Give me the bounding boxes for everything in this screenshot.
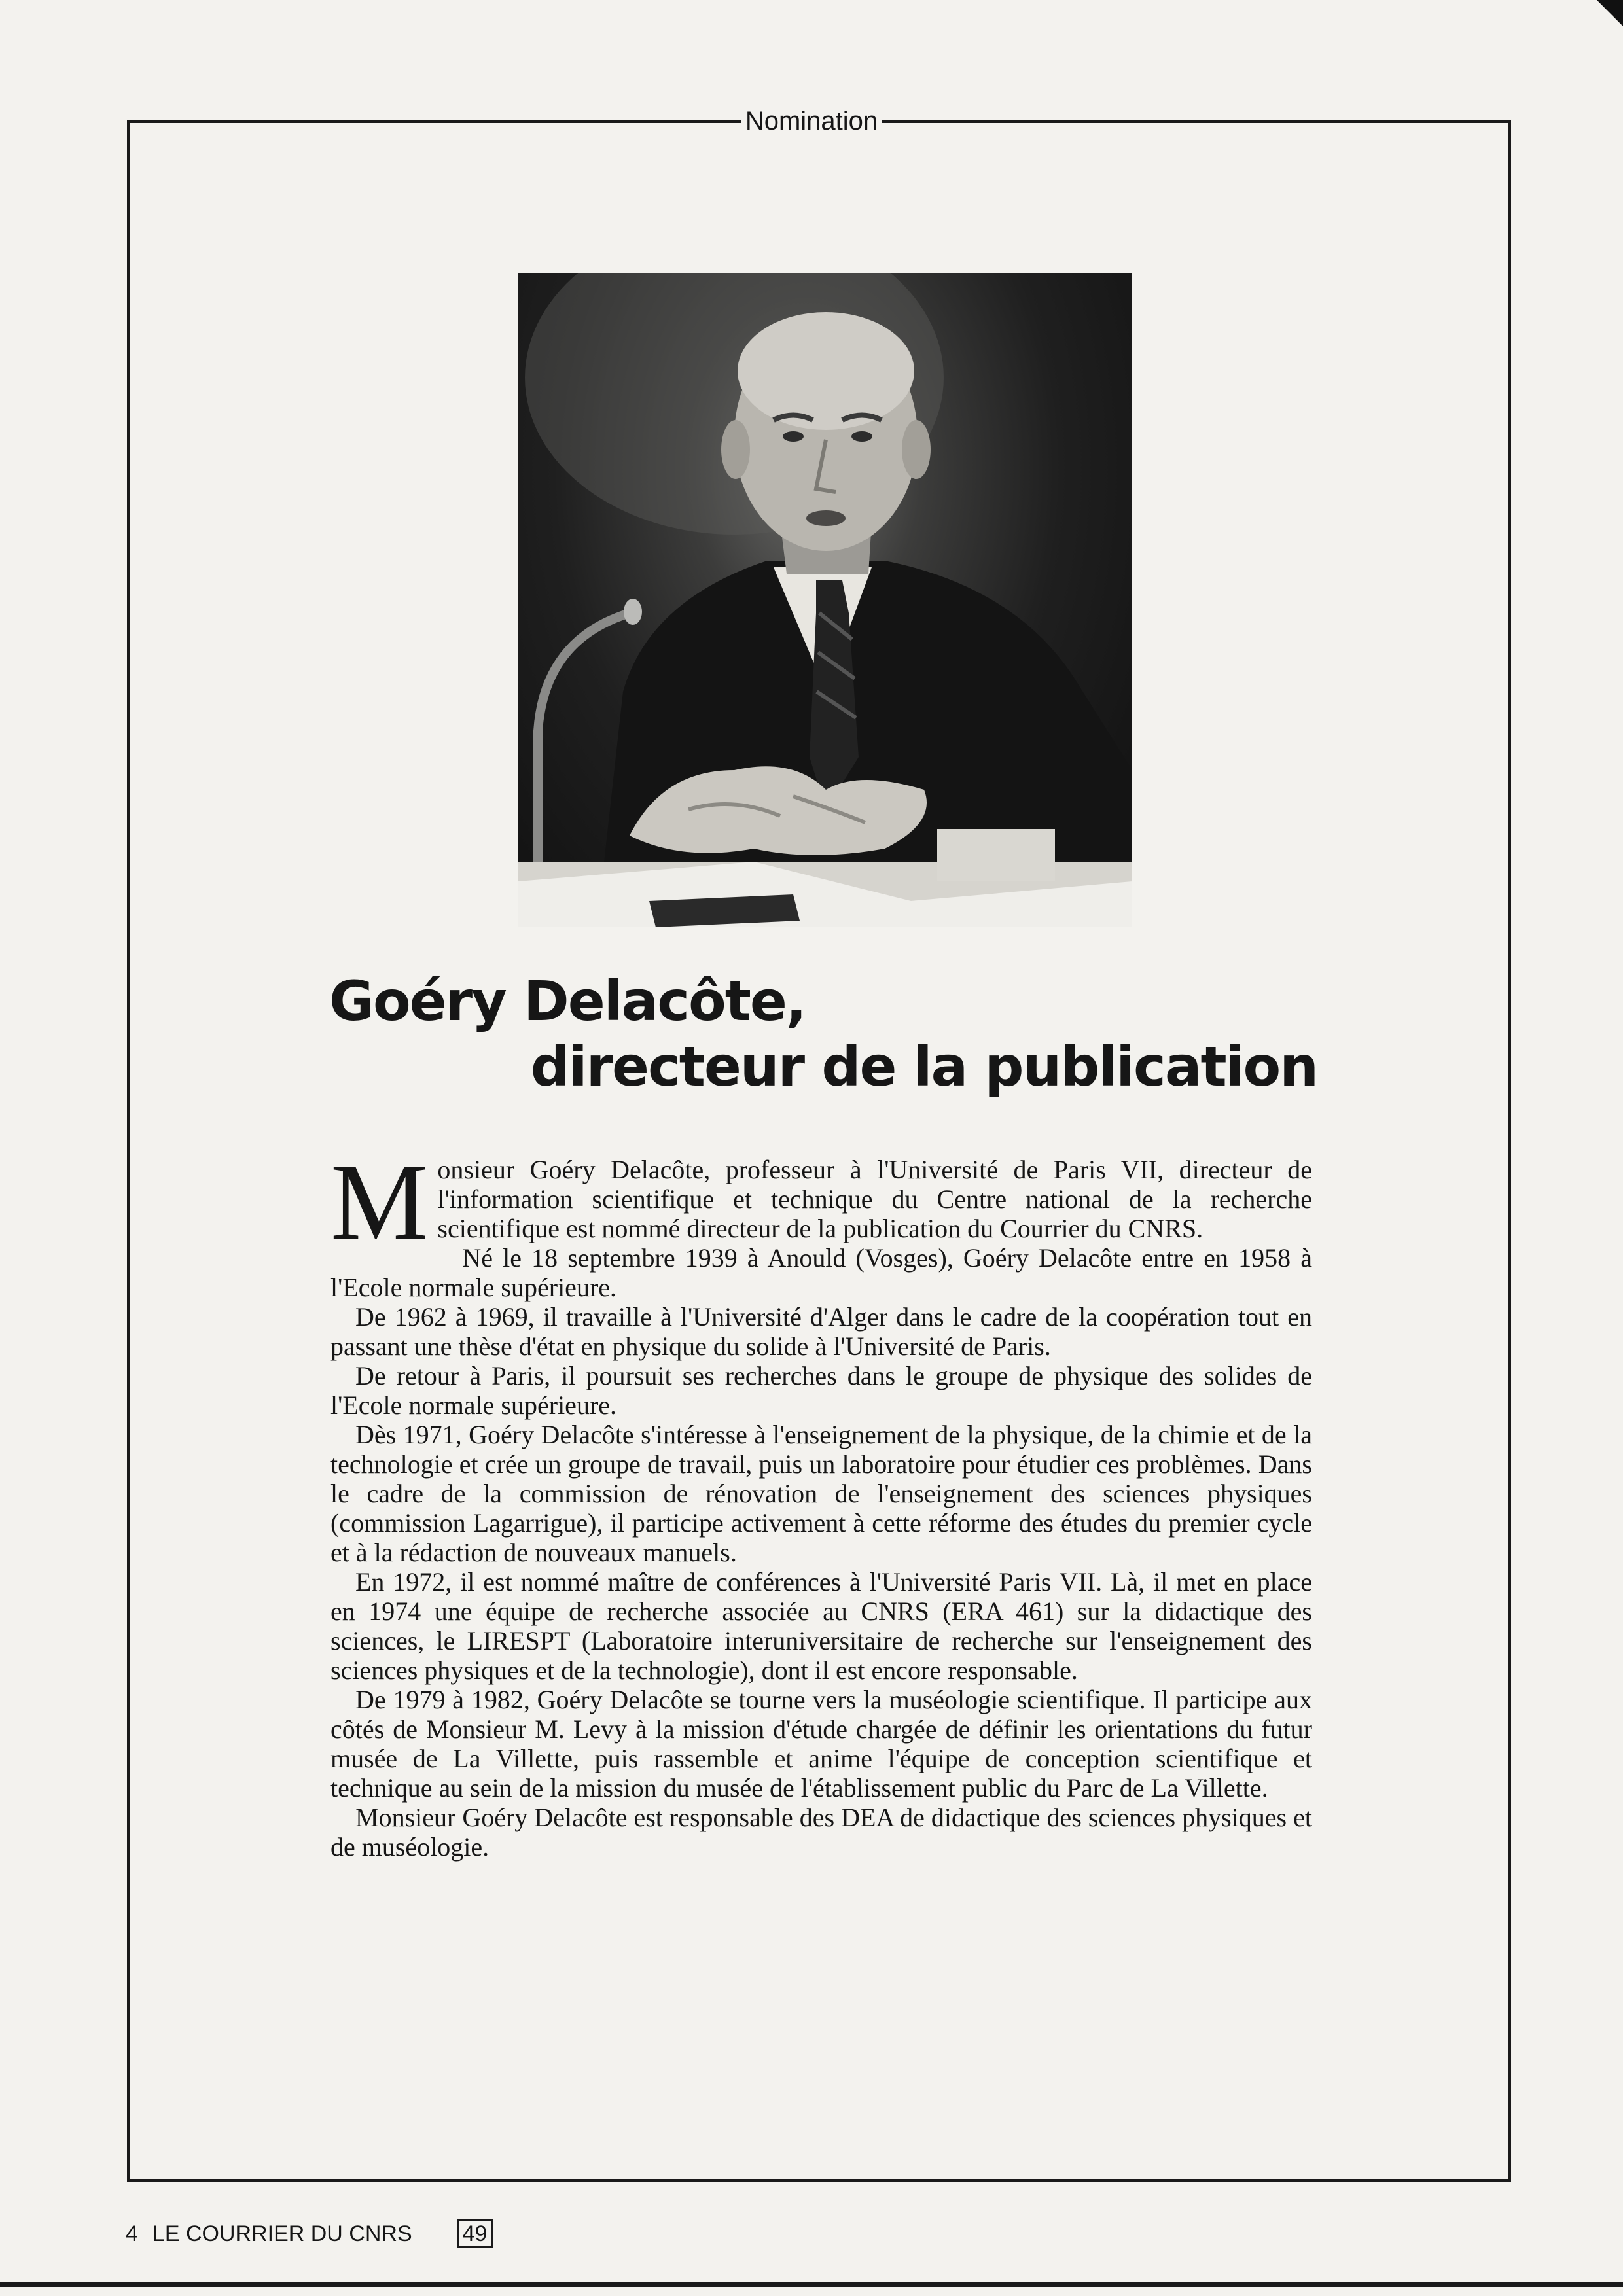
paragraph-text: onsieur Goéry Delacôte, professeur à l'Université de Paris VII, directeur de l'information scientifique et technique du Centre national de la recherche scientifique est nommé directeur de la publication du Courrier du CNRS. [437,1155,1312,1243]
article-body [330,1141,1312,1862]
article-paragraph [330,1141,1312,1263]
section-label-text: Nomination [741,107,882,135]
article-paragraph: Né le 18 septembre 1939 à Anould (Vosges), Goéry Delacôte entre en 1958 à l'Ecole normale supérieure. [330,1243,1312,1302]
issue-number-box: 49 [457,2219,493,2248]
headline-role: directeur de la publication [530,1034,1317,1099]
page-number: 4 [126,2221,138,2246]
portrait-photo [518,273,1132,927]
section-label [0,105,1623,137]
bottom-rule [0,2282,1623,2287]
article-paragraph: De 1962 à 1969, il travaille à l'Université d'Alger dans le cadre de la coopération tout en passant une thèse d'état en physique du solide à l'Université de Paris. [330,1302,1312,1361]
page-footer [126,2219,493,2248]
article-paragraph: De 1979 à 1982, Goéry Delacôte se tourne vers la muséologie scientifique. Il participe aux côtés de Monsieur M. Levy à la mission d'étude chargée de définir les orientations du futur musée de La Villette, puis rassemble et anime l'équipe de conception scientifique et technique au sein de la mission du musée de l'établissement public du Parc de La Villette. [330,1685,1312,1803]
article-paragraph: Monsieur Goéry Delacôte est responsable des DEA de didactique des sciences physiques et de muséologie. [330,1803,1312,1862]
drop-cap: M [330,1141,429,1263]
article-paragraph: De retour à Paris, il poursuit ses recherches dans le groupe de physique des solides de l'Ecole normale supérieure. [330,1361,1312,1420]
publication-name: LE COURRIER DU CNRS [152,2221,412,2246]
corner-mark [1597,0,1623,26]
article-headline [329,968,1317,1099]
article-paragraph: En 1972, il est nommé maître de conférences à l'Université Paris VII. Là, il met en place en 1974 une équipe de recherche associée au CNRS (ERA 461) sur la didactique des sciences, le LIRESPT (Laboratoire interuniversitaire de recherche sur l'enseignement des sciences physiques et de la technologie), dont il est encore responsable. [330,1567,1312,1685]
portrait-illustration [518,273,1132,927]
headline-name: Goéry Delacôte, [329,969,806,1033]
article-paragraph: Dès 1971, Goéry Delacôte s'intéresse à l'enseignement de la physique, de la chimie et de la technologie et crée un groupe de travail, puis un laboratoire pour étudier ces problèmes. Dans le cadre de la commission de rénovation de l'enseignement des sciences physiques (commission Lagarrigue), il participe activement à cette réforme des études du premier cycle et à la rédaction de nouveaux manuels. [330,1420,1312,1567]
